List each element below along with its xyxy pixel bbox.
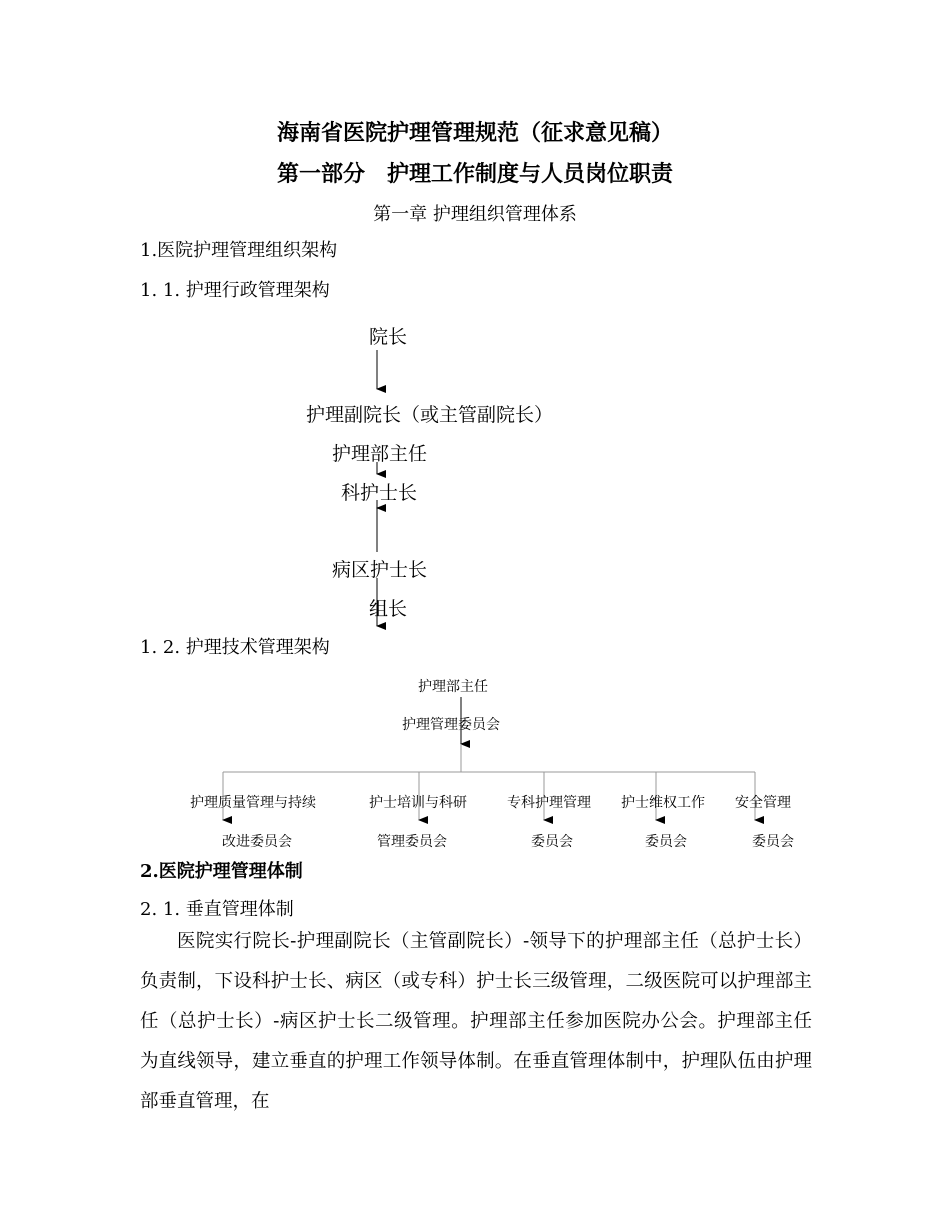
tech-node-specialty-line2: 委员会: [531, 834, 573, 850]
tech-node-rights-line2: 委员会: [645, 834, 687, 850]
section-2-heading: 2.医院护理管理体制: [140, 861, 303, 882]
tech-node-specialty-line1: 专科护理管理: [507, 795, 591, 811]
tech-node-safety-line2: 委员会: [752, 834, 794, 850]
tech-node-rights-line1: 护士维权工作: [621, 795, 705, 811]
tech-node-quality-line2: 改进委员会: [222, 834, 292, 850]
node-group-leader: 组长: [369, 598, 408, 620]
chapter-heading: 第一章 护理组织管理体系: [373, 204, 577, 225]
node-vice-dean: 护理副院长（或主管副院长）: [306, 404, 554, 426]
tech-node-training-line2: 管理委员会: [377, 834, 447, 850]
tech-node-committee: 护理管理委员会: [402, 717, 500, 733]
tech-node-safety-line1: 安全管理: [735, 795, 791, 811]
section-1-2-heading: 1. 2. 护理技术管理架构: [140, 637, 330, 658]
tech-node-quality-line1: 护理质量管理与持续: [190, 795, 316, 811]
part-heading: 第一部分 护理工作制度与人员岗位职责: [276, 161, 673, 187]
section-2-1-heading: 2. 1. 垂直管理体制: [140, 899, 294, 920]
tech-node-director: 护理部主任: [418, 679, 488, 695]
section-1-heading: 1.医院护理管理组织架构: [140, 240, 338, 261]
body-paragraph: 医院实行院长-护理副院长（主管副院长）-领导下的护理部主任（总护士长）负责制，下设科护士长、病区（或专科）护士长三级管理，二级医院可以护理部主任（总护士长）-病区护士长二级管理。护理部主任参加医院办公会。护理部主任为直线领导，建立垂直的护理工作领导体制。在垂直管理体制中，护理队伍由护理部垂直管理，在: [140, 931, 812, 1112]
node-dean: 院长: [369, 326, 408, 348]
node-nursing-director: 护理部主任: [332, 443, 428, 465]
node-dept-head-nurse: 科护士长: [341, 482, 418, 504]
tech-node-training-line1: 护士培训与科研: [369, 795, 467, 811]
document-title: 海南省医院护理管理规范（征求意见稿）: [276, 120, 673, 146]
section-1-1-heading: 1. 1. 护理行政管理架构: [140, 280, 330, 301]
node-ward-head-nurse: 病区护士长: [332, 559, 428, 581]
